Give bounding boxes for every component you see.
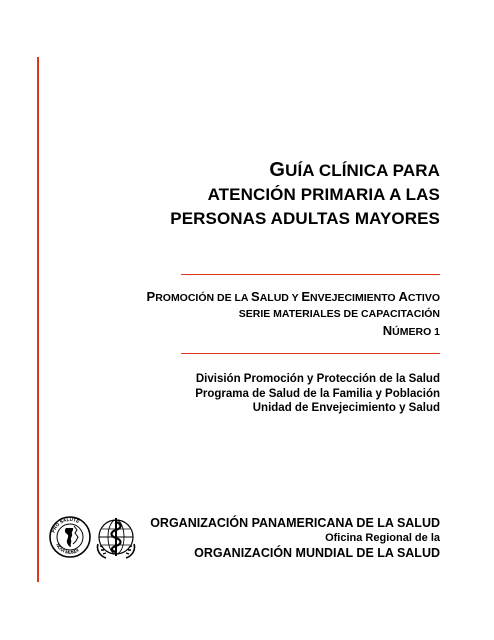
series-block bbox=[147, 288, 440, 341]
svg-text:PRO SALUTE: PRO SALUTE bbox=[50, 516, 81, 534]
organization-block bbox=[150, 515, 440, 561]
paho-emblem-icon bbox=[48, 514, 92, 560]
division-line-1: División Promoción y Protección de la Salud bbox=[195, 373, 440, 385]
svg-text:NOVI MUNDI: NOVI MUNDI bbox=[55, 542, 80, 556]
organization-line-1: ORGANIZACIÓN PANAMERICANA DE LA SALUD bbox=[150, 516, 440, 530]
who-emblem-icon bbox=[94, 514, 138, 560]
organization-line-2: Oficina Regional de la bbox=[325, 532, 440, 544]
division-block bbox=[195, 372, 440, 416]
series-line-1: PROMOCIÓN DE LA SALUD Y ENVEJECIMIENTO ACTIVO bbox=[146, 289, 440, 304]
divider-bottom bbox=[181, 353, 440, 354]
organization-line-3: ORGANIZACIÓN MUNDIAL DE LA SALUD bbox=[194, 546, 440, 560]
title-line-2: ATENCIÓN PRIMARIA A LAS bbox=[207, 185, 440, 204]
title-line-3: PERSONAS ADULTAS MAYORES bbox=[170, 209, 440, 228]
left-vertical-rule bbox=[37, 57, 39, 582]
divider-top bbox=[181, 274, 440, 275]
series-number: NÚMERO 1 bbox=[382, 323, 440, 338]
series-line-2: SERIE MATERIALES DE CAPACITACIÓN bbox=[238, 308, 440, 320]
document-title bbox=[170, 158, 440, 231]
title-line-1: GUÍA CLÍNICA PARA bbox=[269, 159, 440, 181]
division-line-2: Programa de Salud de la Familia y Población bbox=[195, 387, 440, 400]
division-line-3: Unidad de Envejecimiento y Salud bbox=[252, 402, 440, 414]
